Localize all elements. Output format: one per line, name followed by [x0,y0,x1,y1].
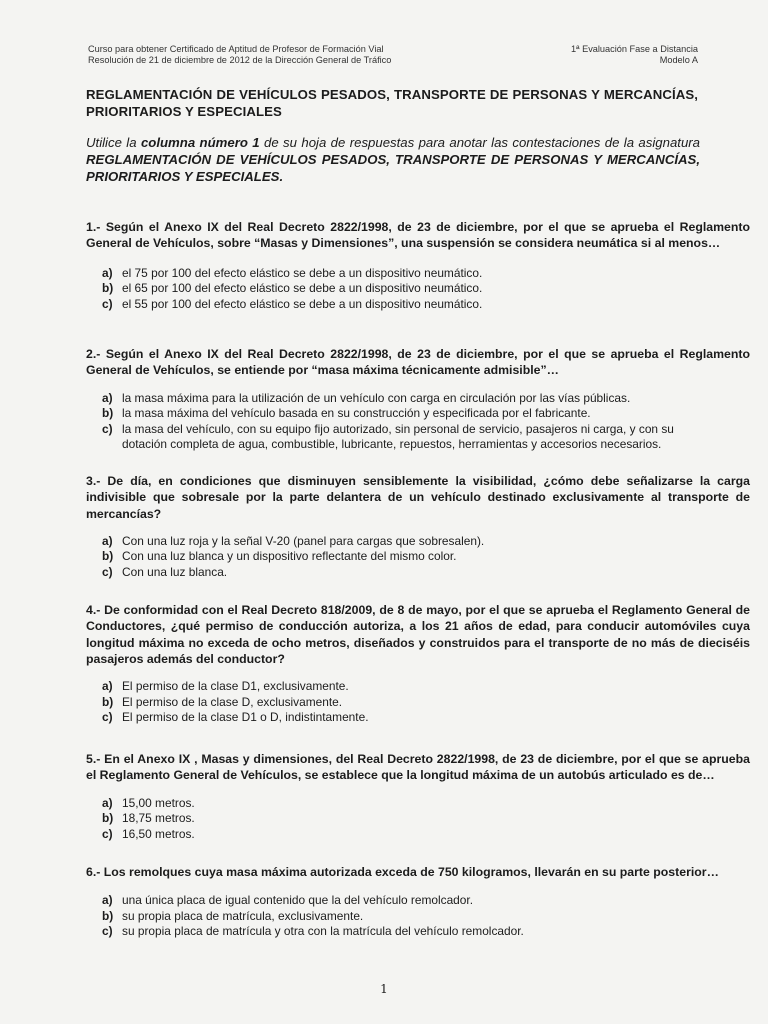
header-model: Modelo A [659,55,698,65]
option-text: 16,50 metros. [122,826,195,841]
option-letter: b) [102,694,114,709]
option-text: su propia placa de matrícula y otra con la matrícula del vehículo remolcador. [122,924,524,939]
question-text: 3.- De día, en condiciones que disminuyen sensiblemente la visibilidad, ¿cómo debe señalizarse la carga indivisible que sobresale por la parte delantera de un vehículo destinado exclusivamente al transporte de mercancías? [86,474,750,521]
instructions-subject: REGLAMENTACIÓN DE VEHÍCULOS PESADOS, TRANSPORTE DE PERSONAS Y MERCANCÍAS, PRIORITARIOS Y ESPECIALES. [86,152,700,184]
instructions-part3: de su hoja de respuestas para anotar las contestaciones de la asignatura [259,135,701,150]
option-text: su propia placa de matrícula, exclusivamente. [122,908,364,923]
option-letter: b) [102,908,114,923]
option-a [102,893,750,909]
option-text: Con una luz blanca y un dispositivo reflectante del mismo color. [122,549,457,564]
option-a [102,679,750,695]
option-b [102,549,750,565]
option-b [102,281,750,297]
option-letter: c) [102,421,113,436]
option-letter: c) [102,826,113,841]
option-text: la masa del vehículo, con su equipo fijo autorizado, sin personal de servicio, pasajeros ni carga, y con su dotación completa de agua, combustible, lubricante, repuestos, herramientas y accesorios necesarios. [122,421,674,452]
options-list [86,534,750,581]
page-number: 1 [380,982,388,996]
option-c [102,827,750,843]
option-text: Con una luz roja y la señal V-20 (panel para cargas que sobresalen). [122,533,485,548]
header-course-title: Curso para obtener Certificado de Aptitud de Profesor de Formación Vial [88,44,384,54]
option-letter: c) [102,565,113,580]
option-text: El permiso de la clase D1 o D, indistintamente. [122,710,369,725]
option-text: el 55 por 100 del efecto elástico se debe a un dispositivo neumático. [122,296,483,311]
option-letter: a) [102,893,113,908]
option-letter: b) [102,281,114,296]
question-6 [86,864,750,940]
header-evaluation: 1ª Evaluación Fase a Distancia [571,44,698,54]
option-text: El permiso de la clase D1, exclusivamente. [122,679,349,694]
question-1 [86,219,750,312]
option-text: 18,75 metros. [122,811,195,826]
option-text: la masa máxima para la utilización de un vehículo con carga en circulación por las vías públicas. [122,390,631,405]
options-list [86,893,750,940]
option-c [102,565,750,581]
option-letter: a) [102,679,113,694]
option-a [102,266,750,282]
option-text: el 65 por 100 del efecto elástico se debe a un dispositivo neumático. [122,281,483,296]
option-text: el 75 por 100 del efecto elástico se debe a un dispositivo neumático. [122,265,483,280]
question-4 [86,602,750,726]
question-text: 5.- En el Anexo IX , Masas y dimensiones, del Real Decreto 2822/1998, de 23 de diciembre, por el que se aprueba el Reglamento General de Vehículos, se establece que la longitud máxima de un autobús articulado es de… [86,752,750,783]
question-text: 6.- Los remolques cuya masa máxima autorizada exceda de 750 kilogramos, llevarán en su parte posterior… [86,865,719,879]
option-c [102,710,750,726]
option-letter: a) [102,795,113,810]
option-text: una única placa de igual contenido que la del vehículo remolcador. [122,893,474,908]
header-evaluation-info [571,44,698,66]
option-b [102,909,750,925]
option-letter: a) [102,390,113,405]
option-letter: b) [102,549,114,564]
option-text: El permiso de la clase D, exclusivamente. [122,694,343,709]
question-text: 4.- De conformidad con el Real Decreto 818/2009, de 8 de mayo, por el que se aprueba el Reglamento General de Conductores, ¿qué permiso de conducción autoriza, a los 21 años de edad, para conducir automóviles cuya longitud máxima no exceda de ocho metros, diseñados y construidos para el transporte de no más de dieciséis pasajeros además del conductor? [86,603,750,666]
option-c [102,924,750,940]
option-a [102,796,750,812]
option-letter: c) [102,924,113,939]
options-list [86,679,750,726]
question-text: 2.- Según el Anexo IX del Real Decreto 2822/1998, de 23 de diciembre, por el que se aprueba el Reglamento General de Vehículos, se entiende por “masa máxima técnicamente admisible”… [86,347,750,378]
option-b [102,695,750,711]
option-text: la masa máxima del vehículo basada en su construcción y especificada por el fabricante. [122,406,591,421]
subject-title: REGLAMENTACIÓN DE VEHÍCULOS PESADOS, TRANSPORTE DE PERSONAS Y MERCANCÍAS, PRIORITARIOS Y ESPECIALES [86,87,698,119]
option-letter: c) [102,296,113,311]
option-letter: c) [102,710,113,725]
options-list [86,796,750,843]
instructions-part1: Utilice la [86,135,141,150]
option-letter: b) [102,811,114,826]
option-text: Con una luz blanca. [122,565,228,580]
option-letter: a) [102,533,113,548]
header-course-info [88,44,391,66]
question-2 [86,346,750,453]
question-5 [86,751,750,842]
question-text: 1.- Según el Anexo IX del Real Decreto 2822/1998, de 23 de diciembre, por el que se aprueba el Reglamento General de Vehículos, sobre “Masas y Dimensiones”, una suspensión se considera neumática si al menos… [86,220,750,251]
option-a [102,534,750,550]
question-3 [86,473,750,581]
options-list [86,391,750,453]
option-b [102,811,750,827]
option-a [102,391,750,407]
option-c [102,297,750,313]
options-list [86,266,750,313]
option-letter: a) [102,265,113,280]
option-letter: b) [102,406,114,421]
option-text: 15,00 metros. [122,795,195,810]
instructions-column: columna número 1 [140,135,260,150]
header-resolution: Resolución de 21 de diciembre de 2012 de la Dirección General de Tráfico [88,55,392,65]
option-b [102,406,750,422]
instructions [86,134,700,185]
option-c [102,422,714,453]
